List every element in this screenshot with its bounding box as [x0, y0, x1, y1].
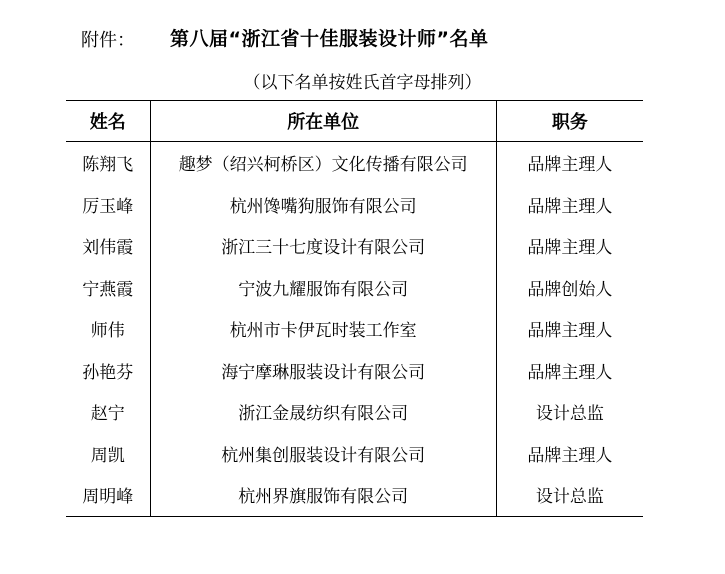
table-row	[66, 184, 643, 226]
table-row	[66, 474, 643, 516]
cell-role: 品牌主理人	[527, 155, 613, 176]
cell-org: 浙江金晟纺织有限公司	[150, 391, 496, 433]
cell-role: 品牌主理人	[527, 321, 613, 342]
cell-name: 宁燕霞	[66, 267, 150, 309]
cell-name: 周凯	[66, 433, 150, 475]
cell-name: 刘伟霞	[66, 225, 150, 267]
document-subtitle: （以下名单按姓氏首字母排列）	[243, 73, 482, 93]
attachment-label: 附件：	[81, 30, 135, 51]
table-header-row	[66, 101, 643, 142]
cell-org: 杭州馋嘴狗服饰有限公司	[150, 184, 496, 226]
cell-org: 杭州集创服装设计有限公司	[150, 433, 496, 475]
cell-org: 杭州市卡伊瓦时装工作室	[150, 308, 496, 350]
cell-role: 品牌主理人	[527, 362, 613, 383]
table-row	[66, 267, 643, 309]
table-row	[66, 350, 643, 392]
document-title: 第八届“浙江省十佳服装设计师”名单	[170, 28, 489, 50]
cell-role: 品牌主理人	[527, 238, 613, 259]
table-row	[66, 391, 643, 433]
table-row	[66, 225, 643, 267]
cell-name: 师伟	[66, 308, 150, 350]
cell-role: 设计总监	[535, 404, 604, 425]
column-header-name: 姓名	[66, 101, 150, 142]
cell-org: 杭州界旗服饰有限公司	[150, 474, 496, 516]
cell-role: 品牌主理人	[527, 196, 613, 217]
column-header-org: 所在单位	[150, 101, 496, 142]
cell-role: 设计总监	[496, 474, 643, 516]
cell-role: 品牌主理人	[527, 445, 613, 466]
cell-name: 厉玉峰	[66, 184, 150, 226]
cell-org: 浙江三十七度设计有限公司	[150, 225, 496, 267]
cell-name: 陈翔飞	[66, 142, 150, 184]
column-header-role: 职务	[496, 101, 643, 142]
cell-role: 品牌创始人	[527, 279, 613, 300]
cell-name: 孙艳芬	[66, 350, 150, 392]
cell-org: 海宁摩琳服装设计有限公司	[150, 350, 496, 392]
table-row	[66, 142, 643, 184]
designer-roster-table	[66, 100, 643, 517]
cell-name: 周明峰	[66, 474, 150, 516]
table-row	[66, 433, 643, 475]
cell-name: 赵宁	[66, 391, 150, 433]
document-header	[0, 24, 725, 54]
cell-org: 趣梦（绍兴柯桥区）文化传播有限公司	[150, 142, 496, 184]
cell-org: 宁波九耀服饰有限公司	[150, 267, 496, 309]
table-row	[66, 308, 643, 350]
